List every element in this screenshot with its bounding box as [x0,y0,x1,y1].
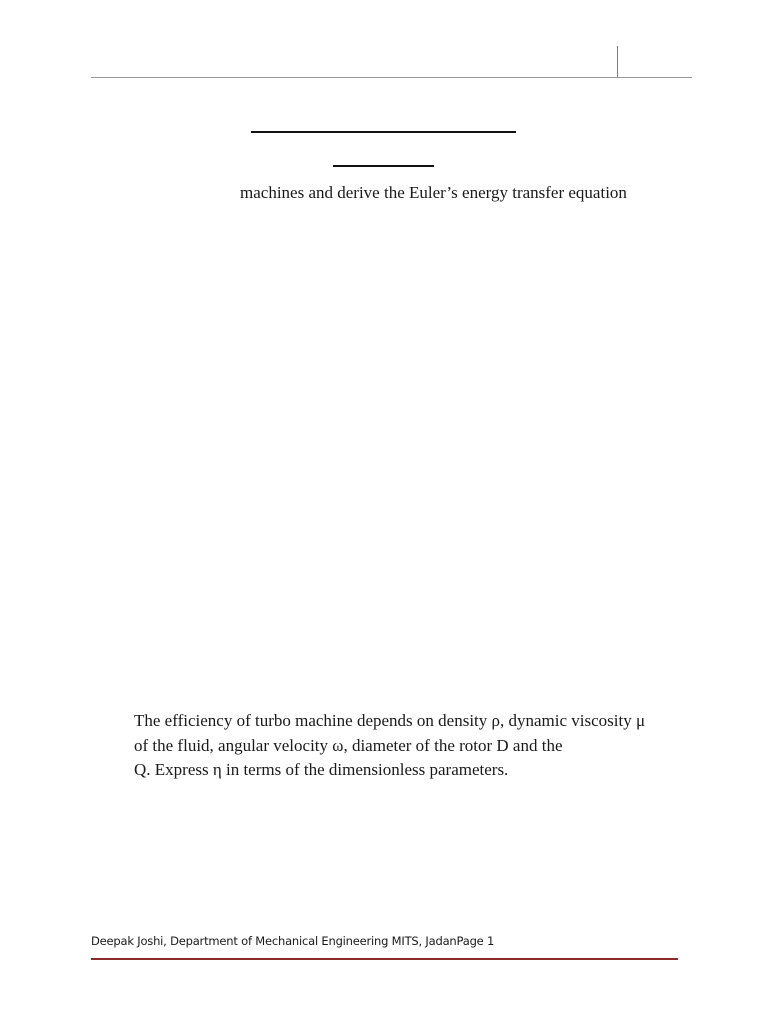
question-2-text [134,709,694,783]
question-2-line: The efficiency of turbo machine depends on density ρ, dynamic viscosity μ [134,711,646,730]
footer-rule [91,958,678,960]
header-rule [91,77,692,78]
subtitle-underline [333,165,434,167]
question-2-line: of the fluid, angular velocity ω, diameter of the rotor D and the [134,735,563,755]
title-underline [251,131,516,133]
header-divider [617,46,618,77]
question-1-text: machines and derive the Euler’s energy transfer equation [240,183,627,202]
question-2-line: Q. Express η in terms of the dimensionless parameters. [134,760,509,779]
footer-text: Deepak Joshi, Department of Mechanical Engineering MITS, JadanPage 1 [91,934,495,948]
